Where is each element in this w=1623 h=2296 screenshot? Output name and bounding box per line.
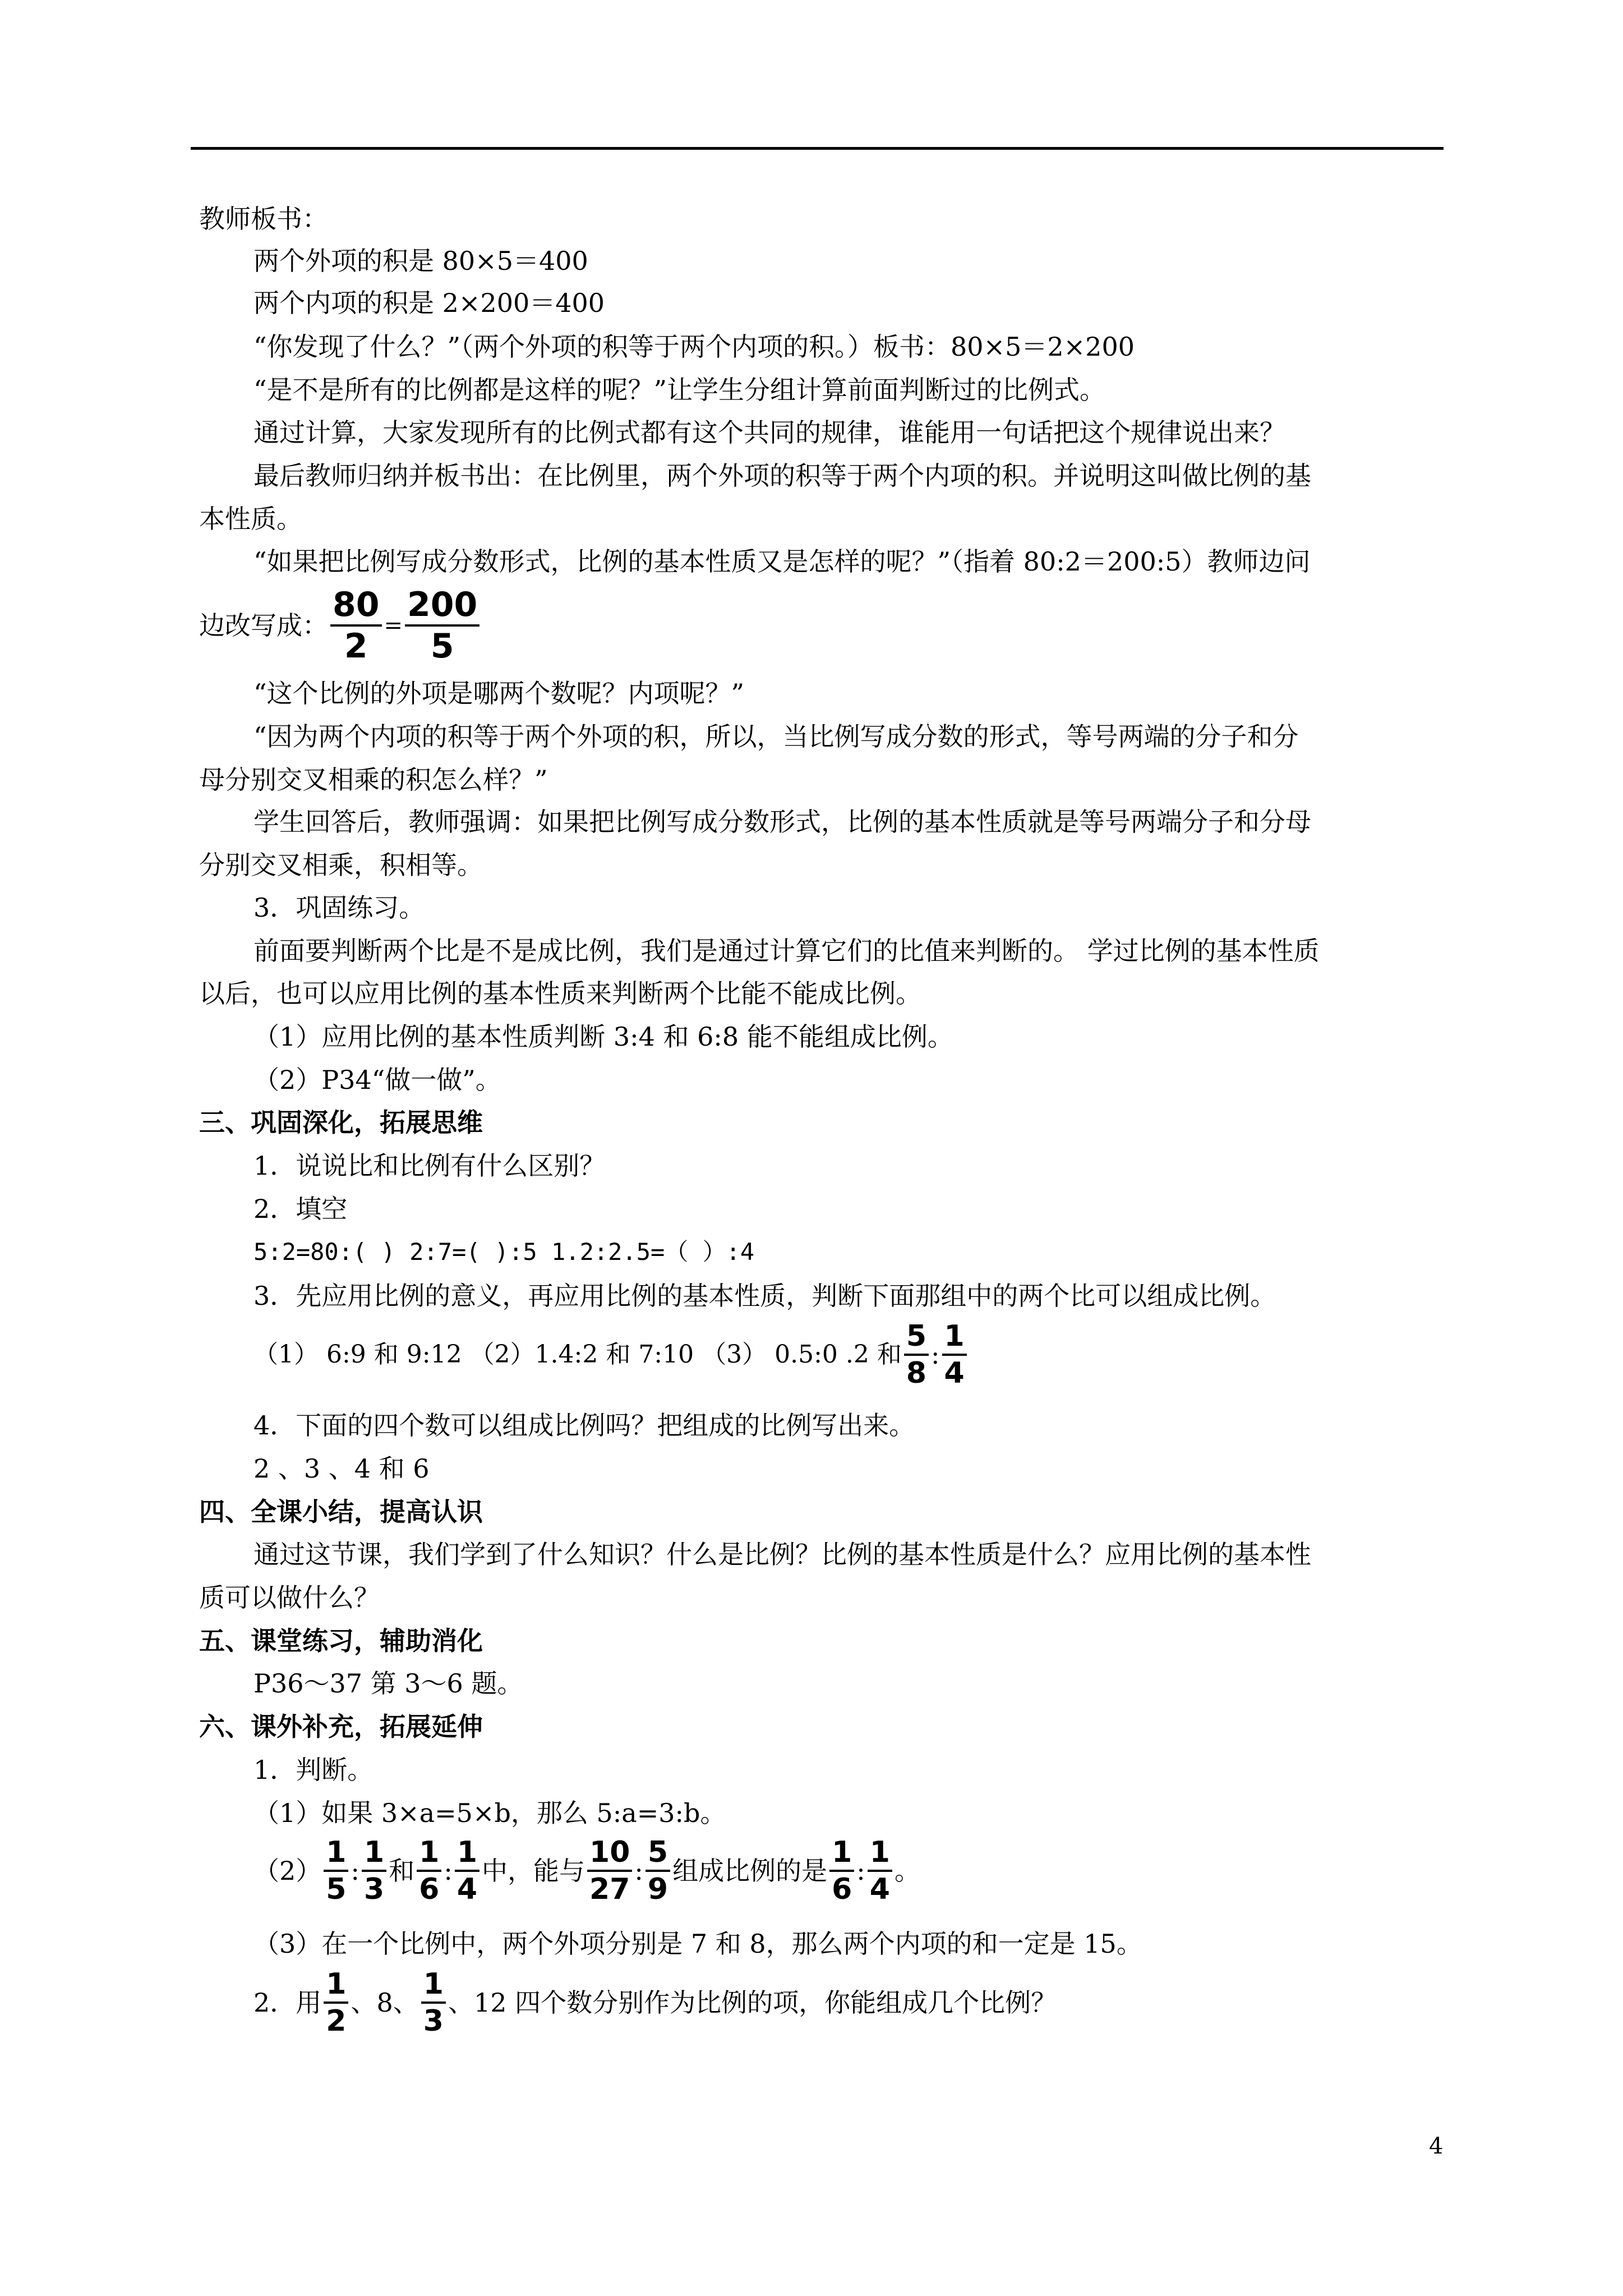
fraction-1-3 <box>362 1835 386 1907</box>
denominator: 3 <box>423 2004 444 2038</box>
denominator: 27 <box>589 1872 630 1906</box>
numerator: 1 <box>326 1967 347 2001</box>
colon-sign: : <box>634 1856 643 1886</box>
fraction-5-9 <box>645 1835 670 1907</box>
text-segment: 中，能与 <box>482 1856 585 1886</box>
text-segment: 组成比例的是 <box>672 1856 828 1886</box>
fraction-10-27 <box>587 1835 632 1907</box>
section-heading-6: 六、课外补充，拓展延伸 <box>199 1711 483 1742</box>
text-line: 母分别交叉相乘的积怎么样？” <box>199 765 548 795</box>
numerator: 1 <box>832 1835 852 1869</box>
numerator: 1 <box>326 1835 347 1869</box>
section-heading-4: 四、全课小结，提高认识 <box>199 1497 483 1527</box>
text-segment: （1） 6:9 和 9:12 （2）1.4:2 和 7:10 （3） 0.5:0 .2 和 <box>253 1340 902 1369</box>
equals-sign: = <box>384 613 403 638</box>
fraction-1-6 <box>417 1835 441 1907</box>
text-line: “你发现了什么？”（两个外项的积等于两个内项的积。）板书：80×5＝2×200 <box>253 332 1135 362</box>
text-line: 以后，也可以应用比例的基本性质来判断两个比能不能成比例。 <box>199 978 921 1009</box>
denominator: 3 <box>363 1872 385 1906</box>
numerator: 1 <box>423 1967 444 2001</box>
text-line: 3．先应用比例的意义，再应用比例的基本性质，判断下面那组中的两个比可以组成比例。 <box>253 1281 1276 1311</box>
denominator: 6 <box>832 1872 852 1906</box>
text-line: 学生回答后，教师强调：如果把比例写成分数形式，比例的基本性质就是等号两端分子和分母 <box>253 807 1311 837</box>
text-line: P36～37 第 3～6 题。 <box>253 1668 523 1699</box>
text-line: 2．填空 <box>253 1194 348 1224</box>
text-line: 通过这节课，我们学到了什么知识？什么是比例？比例的基本性质是什么？应用比例的基本性 <box>253 1539 1311 1570</box>
text-segment: 2．用 <box>253 1987 322 2018</box>
text-line: “这个比例的外项是哪两个数呢？内项呢？” <box>253 678 745 708</box>
numerator: 10 <box>589 1835 630 1869</box>
denominator: 2 <box>326 2004 347 2038</box>
denominator: 4 <box>869 1872 890 1906</box>
text-segment: 边改写成： <box>199 610 328 641</box>
fraction-line <box>253 1961 1057 2045</box>
text-segment: 、12 四个数分别作为比例的项，你能组成几个比例？ <box>448 1987 1057 2018</box>
fraction-1-2 <box>324 1967 348 2039</box>
text-line: 2 、3 、4 和 6 <box>253 1453 430 1484</box>
numerator: 1 <box>869 1835 890 1869</box>
fraction-1-4 <box>942 1319 967 1391</box>
text-line: 通过计算，大家发现所有的比例式都有这个共同的规律，谁能用一句话把这个规律说出来？ <box>253 417 1285 448</box>
denominator: 5 <box>430 627 454 666</box>
text-line: （1）如果 3×a=5×b，那么 5:a=3:b。 <box>253 1798 726 1828</box>
text-line: 最后教师归纳并板书出：在比例里，两个外项的积等于两个内项的积。并说明这叫做比例的基 <box>253 461 1311 491</box>
fraction-line <box>199 583 482 668</box>
text-line: 4．下面的四个数可以组成比例吗？把组成的比例写出来。 <box>253 1410 915 1441</box>
colon-sign: : <box>931 1340 940 1370</box>
numerator: 1 <box>419 1835 440 1869</box>
numerator: 1 <box>363 1835 385 1869</box>
text-line: 质可以做什么？ <box>199 1582 380 1613</box>
text-line: 两个内项的积是 2×200＝400 <box>253 288 605 318</box>
fill-blank-line: 5:2=80:( ) 2:7=( ):5 1.2:2.5=（ ）:4 <box>253 1238 755 1266</box>
text-line: 1．判断。 <box>253 1755 374 1785</box>
text-line: （1）应用比例的基本性质判断 3:4 和 6:8 能不能组成比例。 <box>253 1022 953 1052</box>
text-line: 教师板书： <box>199 204 328 234</box>
text-segment: 、8、 <box>351 1987 419 2018</box>
fraction-line <box>253 1313 969 1397</box>
text-line: （3）在一个比例中，两个外项分别是 7 和 8，那么两个内项的和一定是 15。 <box>253 1929 1142 1959</box>
section-heading-5: 五、课堂练习，辅助消化 <box>199 1626 483 1656</box>
numerator: 200 <box>407 585 478 624</box>
denominator: 8 <box>906 1356 927 1390</box>
colon-sign: : <box>351 1856 359 1886</box>
text-line: 1．说说比和比例有什么区别？ <box>253 1151 606 1181</box>
denominator: 9 <box>647 1872 668 1906</box>
section-heading-3: 三、巩固深化，拓展思维 <box>199 1107 483 1138</box>
text-line: 前面要判断两个比是不是成比例，我们是通过计算它们的比值来判断的。 学过比例的基本性质 <box>253 936 1320 966</box>
fraction-1-3 <box>421 1967 446 2039</box>
numerator: 80 <box>333 585 380 624</box>
numerator: 1 <box>457 1835 478 1869</box>
colon-sign: : <box>444 1856 453 1886</box>
text-segment: 。 <box>894 1856 920 1886</box>
fraction-200-5 <box>405 585 479 666</box>
text-line: “是不是所有的比例都是这样的呢？”让学生分组计算前面判断过的比例式。 <box>253 375 1106 405</box>
fraction-1-6 <box>829 1835 854 1907</box>
denominator: 5 <box>326 1872 347 1906</box>
colon-sign: : <box>856 1856 865 1886</box>
numerator: 5 <box>647 1835 668 1869</box>
text-line: 分别交叉相乘，积相等。 <box>199 850 483 880</box>
text-line: 两个外项的积是 80×5＝400 <box>253 246 588 276</box>
text-segment: 和 <box>389 1856 415 1886</box>
fraction-line <box>253 1829 920 1913</box>
fraction-1-4 <box>868 1835 892 1907</box>
denominator: 2 <box>344 627 368 666</box>
fraction-1-5 <box>324 1835 348 1907</box>
denominator: 4 <box>944 1356 965 1390</box>
fraction-80-2 <box>330 585 382 666</box>
text-line: “如果把比例写成分数形式，比例的基本性质又是怎样的呢？”（指着 80:2＝200:5）教师边问 <box>253 546 1311 577</box>
text-line: 本性质。 <box>199 504 302 534</box>
text-segment: （2） <box>253 1856 322 1886</box>
page-number: 4 <box>1429 2133 1444 2159</box>
denominator: 6 <box>419 1872 440 1906</box>
fraction-1-4 <box>455 1835 479 1907</box>
denominator: 4 <box>457 1872 478 1906</box>
text-line: 3．巩固练习。 <box>253 892 425 923</box>
text-line: “因为两个内项的积等于两个外项的积，所以，当比例写成分数的形式，等号两端的分子和分 <box>253 721 1299 752</box>
fraction-5-8 <box>904 1319 929 1391</box>
numerator: 5 <box>906 1319 927 1353</box>
numerator: 1 <box>944 1319 965 1353</box>
text-line: （2）P34“做一做”。 <box>253 1065 501 1095</box>
